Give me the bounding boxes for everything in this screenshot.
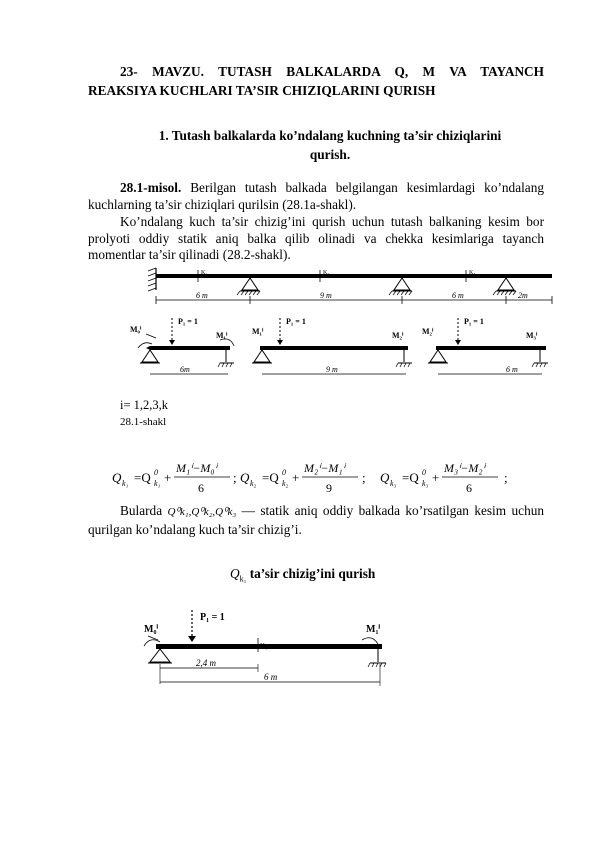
section-heading [130,126,530,164]
bularda-text: — statik aniq oddiy balkada ko’rsatilgan kesim uchun qurilgan ko’ndalang kuch ta’sir chizig’i. [88,503,545,537]
span-1-label: 6 m [196,291,208,300]
fraction-2-numerator: M₂ⁱ−M₁ⁱ [304,461,345,475]
moment-m1-left-label: M₁ⁱ [252,327,264,336]
subtitle-sub: k₁ [239,574,247,584]
svg-text:Q: Q [240,470,250,485]
fig2-left-moment: M₀ⁱ [144,624,159,635]
fig2-right-moment: M₁ⁱ [366,624,381,635]
influence-line-subtitle [230,566,375,584]
subtitle-text: ta’sir chizig’ini qurish [246,566,376,581]
example-label: 28.1-misol. [120,180,182,195]
simple-beam-figure [140,604,400,690]
support-3 [493,278,516,295]
svg-text:0: 0 [154,468,158,477]
formula-q2-sub: k₂ [250,479,257,488]
fig2-load-label: P₁ = 1 [200,612,225,623]
fig2-beam-bar [156,644,382,649]
load-2-label: P₁ = 1 [286,317,306,326]
sub-span-3-label: 6 m [506,365,518,374]
svg-text:;: ; [233,470,237,485]
sub-span-1-label: 6m [180,365,190,374]
span-3-label: 6 m [452,291,464,300]
section-k3-label: K₃ [469,270,476,276]
formula-q3-sub: k₃ [390,479,397,488]
figure-caption: 28.1-shakl [120,416,167,428]
bularda-symbols: Q⁰k₁,Q⁰k₂,Q⁰k₃ [167,506,237,518]
section-k2-label: K₂ [323,270,330,276]
moment-m1-label: M₁ⁱ [216,331,228,340]
section-k1-label: K₁ [201,270,208,276]
svg-text:Q: Q [380,470,390,485]
moment-m0-label: M₀ⁱ [130,325,142,334]
moment-m2-left-label: M₂ⁱ [422,327,434,336]
svg-text:=Q: =Q [262,470,279,485]
section-heading-line-2: qurish. [309,147,351,162]
span-4-label: 2m [518,291,528,300]
method-text: Ko’ndalang kuch ta’sir chizig’ini qurish uchun tutash balkaning kesim bor prolyoti oddiy statik aniq balka qilib olinadi va chekka kesimlariga tayanch momentlar ta’sir qilinadi (28.2-shakl). [88,214,544,262]
svg-text:;: ; [504,470,508,485]
fig2-dim-b: 6 m [264,672,278,682]
svg-text:k₃: k₃ [422,479,429,488]
fraction-3-denominator: 6 [466,481,472,495]
fraction-2-denominator: 9 [326,481,332,495]
section-heading-line-1: 1. Tutash balkalarda ko’ndalang kuchning ta’sir chiziqlarini [158,128,502,143]
example-paragraph [88,180,544,213]
beam-bar [156,274,552,278]
svg-text:=Q: =Q [134,470,151,485]
svg-text:+: + [432,470,440,485]
fraction-3-numerator: M₃ⁱ−M₂ⁱ [444,461,485,475]
svg-text:+: + [164,470,172,485]
moment-m3-label: M₃ⁱ [526,331,538,340]
load-1-label: P₁ = 1 [178,317,198,326]
bularda-paragraph [88,502,544,538]
svg-text:=Q: =Q [402,470,419,485]
support-2 [389,278,412,295]
support-1 [237,278,260,295]
method-paragraph [88,214,544,264]
formula-q1-sub: k₁ [122,479,129,488]
sub-beam-3 [422,317,548,374]
svg-text:Q: Q [112,470,122,485]
svg-text:k₂: k₂ [282,479,289,488]
svg-text:;: ; [362,470,366,485]
bularda-word: Bularda [120,503,163,518]
sub-beam-2 [252,317,412,374]
load-3-label: P₁ = 1 [464,317,484,326]
index-note: i= 1,2,3,k [120,398,169,412]
sub-beam-1 [130,317,234,374]
shear-formula [112,458,552,498]
fraction-1-denominator: 6 [198,481,204,495]
svg-text:k₁: k₁ [154,479,161,488]
fig2-dim-a: 2,4 m [196,658,216,668]
fraction-1-numerator: M₁ⁱ−M₀ⁱ [176,461,217,475]
subtitle-symbol: Q [230,566,240,581]
continuous-beam-figure [130,268,560,386]
moment-m2-label: M₂ⁱ [392,331,404,340]
svg-text:0: 0 [282,468,286,477]
example-text: Berilgan tutash balkada belgilangan kesimlardagi ko’ndalang kuchlarning ta’sir chiziqlari qurilsin (28.1a-shakl). [88,180,544,212]
document-title [88,62,544,100]
svg-text:+: + [292,470,300,485]
span-2-label: 9 m [320,291,332,300]
title-line-2: REAKSIYA KUCHLARI TA’SIR CHIZIQLARINI QURISH [88,83,436,98]
title-line-1: 23- MAVZU. TUTASH BALKALARDA Q, M VA TAYANCH [120,64,544,79]
sub-span-2-label: 9 m [326,365,338,374]
svg-text:0: 0 [422,468,426,477]
